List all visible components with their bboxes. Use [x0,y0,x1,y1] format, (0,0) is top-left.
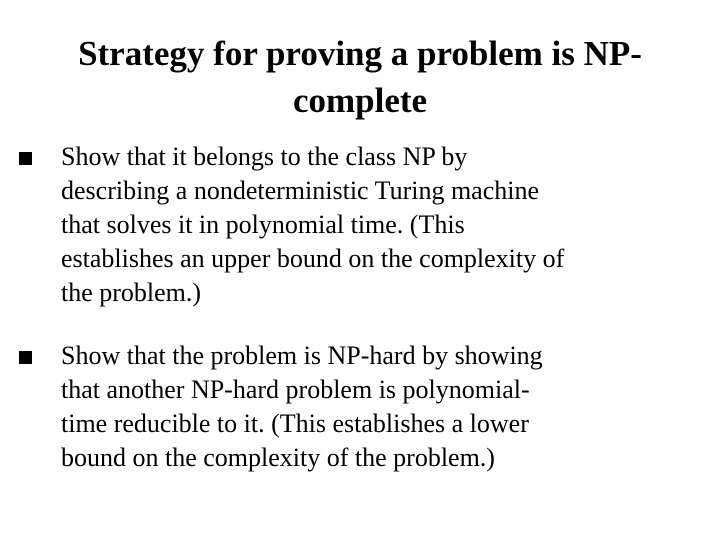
square-bullet-icon [19,351,32,364]
bullet-line: establishes an upper bound on the complexity of [61,244,565,273]
bullet-line: Show that it belongs to the class NP by [61,142,468,171]
square-bullet-icon [19,152,32,165]
bullet-line: time reducible to it. (This establishes a lower [61,409,529,438]
bullet-text [61,339,701,475]
slide-title-line-1: Strategy for proving a problem is NP- [78,34,642,73]
bullet-line: the problem.) [61,278,202,307]
bullet-line: Show that the problem is NP-hard by showing [61,341,543,370]
bullet-text [61,140,701,310]
bullet-line: that another NP-hard problem is polynomial- [61,375,530,404]
bullet-line: bound on the complexity of the problem.) [61,443,495,472]
bullet-line: that solves it in polynomial time. (This [61,210,465,239]
bullet-line: describing a nondeterministic Turing machine [61,176,540,205]
slide-title-line-2: complete [292,81,428,120]
